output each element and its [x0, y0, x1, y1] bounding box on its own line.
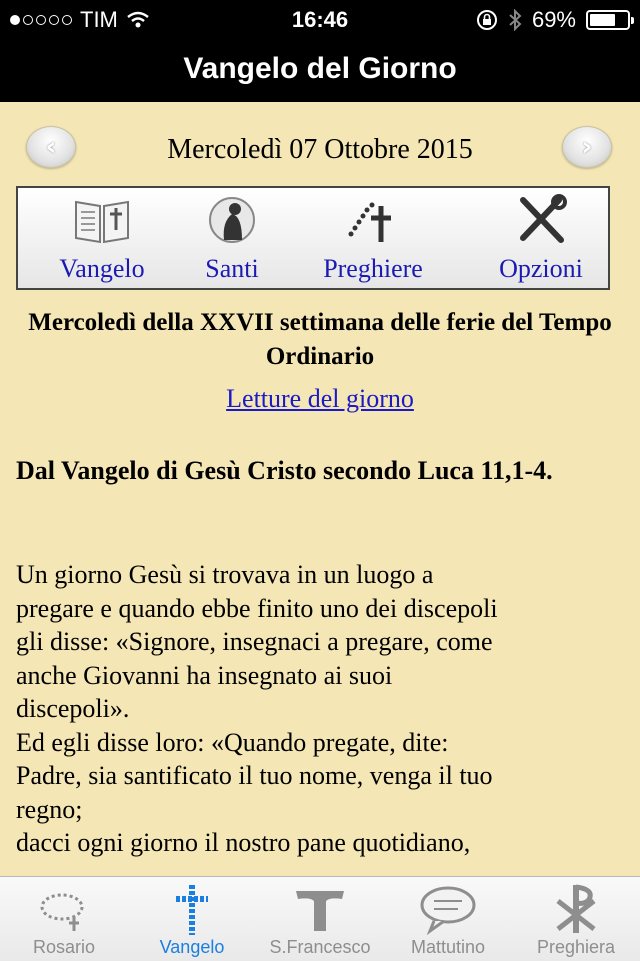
tab-opzioni-label: Opzioni — [499, 254, 583, 283]
tab-rosario-label: Rosario — [32, 937, 96, 957]
clock: 16:46 — [291, 7, 349, 32]
gospel-line: Padre, sia santificato il tuo nome, venga il tuo — [16, 761, 493, 790]
gospel-line: regno; — [16, 794, 83, 824]
gospel-line: anche Giovanni ha insegnato ai suoi — [16, 660, 393, 690]
orientation-lock-icon — [476, 9, 498, 31]
carrier-name: TIM — [80, 7, 118, 32]
gospel-reference: Dal Vangelo di Gesù Cristo secondo Luca 11,1-4. — [16, 456, 553, 485]
rosary-cross-icon — [343, 194, 403, 246]
tau-cross-icon — [290, 883, 350, 935]
status-right — [476, 7, 630, 33]
chevron-right-icon: › — [581, 132, 593, 162]
gospel-text — [16, 558, 624, 860]
tab-preghiera[interactable] — [512, 877, 640, 961]
tab-vangelo-bottom[interactable] — [128, 877, 256, 961]
gospel-line: discepoli». — [16, 694, 130, 723]
cross-icon — [162, 883, 222, 935]
gospel-line: Ed egli disse loro: «Quando pregate, dite: — [16, 727, 449, 757]
tab-santi[interactable] — [178, 188, 286, 288]
next-day-button[interactable] — [562, 126, 612, 168]
tab-rosario[interactable] — [0, 877, 128, 961]
gospel-line: Un giorno Gesù si trovava in un luogo a — [16, 560, 434, 589]
gospel-line: pregare e quando ebbe finito uno dei discepoli — [16, 593, 498, 623]
speech-bubble-icon — [418, 883, 478, 935]
battery-icon — [586, 10, 630, 30]
bottom-tab-bar — [0, 876, 640, 961]
chi-rho-icon — [546, 883, 606, 935]
praying-saint-icon — [202, 194, 262, 246]
tab-preghiere-label: Preghiere — [323, 254, 423, 283]
tab-vangelo-bottom-label: Vangelo — [159, 937, 225, 957]
tab-santi-label: Santi — [205, 254, 259, 283]
battery-percent: 69% — [531, 7, 576, 32]
tab-vangelo[interactable] — [32, 188, 172, 288]
bluetooth-icon — [508, 9, 522, 31]
date-selector — [0, 120, 640, 180]
tab-opzioni[interactable] — [472, 188, 610, 288]
status-bar — [0, 0, 640, 40]
gospel-line: dacci ogni giorno il nostro pane quotidiano, — [16, 828, 471, 857]
rosary-icon — [34, 883, 94, 935]
tab-sfrancesco[interactable] — [256, 877, 384, 961]
tab-mattutino-label: Mattutino — [410, 937, 486, 957]
gospel-line: gli disse: «Signore, insegnaci a pregare, come — [16, 627, 493, 656]
tab-preghiera-label: Preghiera — [536, 937, 616, 957]
page-title: Vangelo del Giorno — [183, 52, 457, 85]
tab-preghiere[interactable] — [298, 188, 448, 288]
liturgical-day-heading: Mercoledì della XXVII settimana delle ferie del Tempo Ordinario — [28, 309, 612, 370]
navigation-bar — [0, 40, 640, 102]
tab-mattutino[interactable] — [384, 877, 512, 961]
tools-icon — [511, 194, 571, 246]
tab-sfrancesco-label: S.Francesco — [269, 937, 371, 957]
tab-vangelo-label: Vangelo — [59, 254, 145, 283]
book-icon — [72, 194, 132, 246]
chevron-left-icon: ‹ — [45, 132, 57, 162]
battery-fill — [590, 14, 615, 26]
current-date: Mercoledì 07 Ottobre 2015 — [167, 134, 473, 165]
section-toolbar — [16, 186, 610, 290]
readings-link[interactable]: Letture del giorno — [226, 384, 414, 413]
